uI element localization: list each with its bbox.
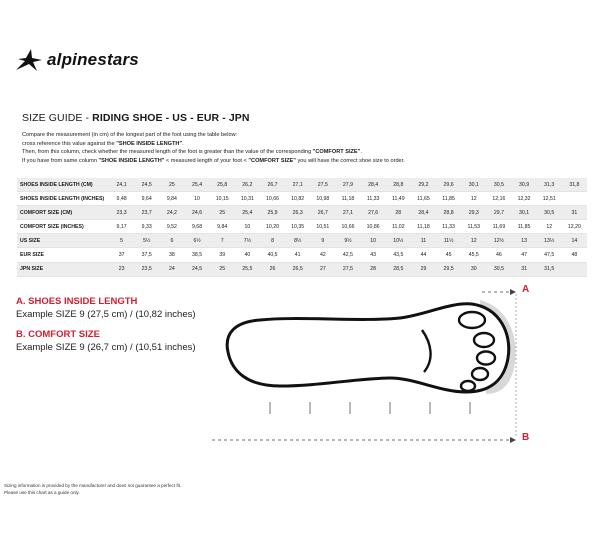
table-cell: 30,5 xyxy=(486,262,511,276)
table-cell: 24,5 xyxy=(134,178,159,192)
page-title xyxy=(22,112,250,124)
table-cell: 24,1 xyxy=(109,178,134,192)
table-cell: 9,84 xyxy=(210,220,235,234)
table-cell: 25,9 xyxy=(260,206,285,220)
table-cell: 27,1 xyxy=(335,206,360,220)
legend-a-heading: A. SHOES INSIDE LENGTH xyxy=(16,296,138,307)
table-cell: 9,52 xyxy=(159,220,184,234)
table-cell: 9½ xyxy=(335,234,360,248)
table-cell: 10,15 xyxy=(210,192,235,206)
table-cell: 10 xyxy=(361,234,386,248)
intro-line-4: If you have from same column "SHOE INSIDE LENGTH" < measured length of your foot < "COMFORT SIZE" you will have the correct shoe size to order. xyxy=(22,157,405,164)
table-cell: 6 xyxy=(159,234,184,248)
row-header: SHOES INSIDE LENGTH (CM) xyxy=(17,178,109,192)
table-cell: 5 xyxy=(109,234,134,248)
table-cell xyxy=(562,262,587,276)
table-cell: 13½ xyxy=(537,234,562,248)
table-cell: 30,1 xyxy=(461,178,486,192)
table-cell: 12,16 xyxy=(486,192,511,206)
table-cell: 28,5 xyxy=(386,262,411,276)
table-cell: 41 xyxy=(285,248,310,262)
table-cell: 23,5 xyxy=(134,262,159,276)
table-cell: 23 xyxy=(109,262,134,276)
table-cell: 43 xyxy=(361,248,386,262)
table-cell: 10 xyxy=(235,220,260,234)
table-row xyxy=(17,220,587,234)
row-header: COMFORT SIZE (INCHES) xyxy=(17,220,109,234)
table-cell: 43,5 xyxy=(386,248,411,262)
table-cell: 38 xyxy=(159,248,184,262)
row-header: SHOES INSIDE LENGTH (INCHES) xyxy=(17,192,109,206)
table-cell: 11,85 xyxy=(512,220,537,234)
table-row xyxy=(17,234,587,248)
table-cell: 42 xyxy=(310,248,335,262)
table-cell: 11,33 xyxy=(436,220,461,234)
table-cell: 11,69 xyxy=(486,220,511,234)
table-cell: 25 xyxy=(210,206,235,220)
table-cell: 6½ xyxy=(184,234,209,248)
table-cell: 10½ xyxy=(386,234,411,248)
table-cell: 30,5 xyxy=(486,178,511,192)
row-header: JPN SIZE xyxy=(17,262,109,276)
table-cell: 39 xyxy=(210,248,235,262)
table-cell: 11,49 xyxy=(386,192,411,206)
table-row xyxy=(17,248,587,262)
table-cell: 46 xyxy=(486,248,511,262)
intro-line-3: Then, from this column, check whether the measured length of the foot is greater than the value of the corresponding "COMFORT SIZE". xyxy=(22,149,362,155)
table-cell: 14 xyxy=(562,234,587,248)
table-cell: 10,82 xyxy=(285,192,310,206)
table-cell: 7½ xyxy=(235,234,260,248)
table-cell: 12 xyxy=(461,234,486,248)
table-cell: 29 xyxy=(411,262,436,276)
table-cell: 37,5 xyxy=(134,248,159,262)
table-cell: 30,1 xyxy=(512,206,537,220)
table-cell: 9,48 xyxy=(109,192,134,206)
table-cell: 10,66 xyxy=(335,220,360,234)
table-cell: 26,5 xyxy=(285,262,310,276)
table-cell: 24,2 xyxy=(159,206,184,220)
table-cell: 29,2 xyxy=(411,178,436,192)
brand-wordmark: alpinestars xyxy=(47,50,139,69)
table-cell: 11,65 xyxy=(411,192,436,206)
table-cell: 28,8 xyxy=(436,206,461,220)
table-cell: 45 xyxy=(436,248,461,262)
table-cell: 37 xyxy=(109,248,134,262)
table-cell: 25 xyxy=(159,178,184,192)
table-cell: 25 xyxy=(210,262,235,276)
table-cell: 11 xyxy=(411,234,436,248)
table-cell: 11,18 xyxy=(411,220,436,234)
table-cell: 10,86 xyxy=(361,220,386,234)
table-cell: 25,4 xyxy=(184,178,209,192)
table-cell: 9,84 xyxy=(159,192,184,206)
table-cell: 11,02 xyxy=(386,220,411,234)
table-cell: 40 xyxy=(235,248,260,262)
table-cell: 11,85 xyxy=(436,192,461,206)
table-cell: 28 xyxy=(361,262,386,276)
intro-text xyxy=(22,131,582,165)
arrow-b-icon xyxy=(510,437,516,443)
table-cell: 10,31 xyxy=(235,192,260,206)
table-cell: 29,7 xyxy=(486,206,511,220)
legend-a-example: Example SIZE 9 (27,5 cm) / (10,82 inches) xyxy=(16,309,196,320)
table-cell: 11,33 xyxy=(361,192,386,206)
table-cell: 25,5 xyxy=(235,262,260,276)
table-cell: 27 xyxy=(310,262,335,276)
table-cell: 38,5 xyxy=(184,248,209,262)
table-cell: 9 xyxy=(310,234,335,248)
table-cell: 9,33 xyxy=(134,220,159,234)
table-cell: 10,51 xyxy=(310,220,335,234)
table-cell: 30,9 xyxy=(512,178,537,192)
table-cell: 31 xyxy=(512,262,537,276)
table-cell: 31,3 xyxy=(537,178,562,192)
foot-diagram xyxy=(210,282,550,467)
row-header: EUR SIZE xyxy=(17,248,109,262)
table-cell: 8 xyxy=(260,234,285,248)
table-cell: 10 xyxy=(184,192,209,206)
table-cell: 27,6 xyxy=(361,206,386,220)
table-cell: 24 xyxy=(159,262,184,276)
table-cell: 12 xyxy=(537,220,562,234)
table-cell: 28,4 xyxy=(361,178,386,192)
arrow-a-icon xyxy=(510,289,516,295)
alpinestars-star-icon xyxy=(14,48,44,72)
row-header: US SIZE xyxy=(17,234,109,248)
table-cell: 42,5 xyxy=(335,248,360,262)
table-cell: 12,51 xyxy=(537,192,562,206)
table-cell: 44 xyxy=(411,248,436,262)
table-cell: 31,5 xyxy=(537,262,562,276)
table-cell: 27,9 xyxy=(335,178,360,192)
table-cell: 12,20 xyxy=(562,220,587,234)
brand-logo xyxy=(14,48,139,72)
legend-b-example: Example SIZE 9 (26,7 cm) / (10,51 inches) xyxy=(16,342,196,353)
table-cell: 26,3 xyxy=(285,206,310,220)
table-cell: 48 xyxy=(562,248,587,262)
foot-outline-svg xyxy=(210,282,550,462)
table-cell: 11,18 xyxy=(335,192,360,206)
table-cell: 9,68 xyxy=(184,220,209,234)
table-cell: 11,53 xyxy=(461,220,486,234)
table-cell: 7 xyxy=(210,234,235,248)
table-cell: 29,6 xyxy=(436,178,461,192)
title-prefix: SIZE GUIDE - xyxy=(22,112,93,124)
intro-line-1: Compare the measurement (in cm) of the longest part of the foot using the table below: xyxy=(22,132,238,138)
legend-b xyxy=(16,329,196,353)
table-cell: 31,8 xyxy=(562,178,587,192)
legend-a xyxy=(16,296,196,320)
table-cell: 40,5 xyxy=(260,248,285,262)
table-cell: 10,35 xyxy=(285,220,310,234)
table-cell: 25,4 xyxy=(235,206,260,220)
table-cell: 45,5 xyxy=(461,248,486,262)
table-cell: 29,5 xyxy=(436,262,461,276)
title-main: RIDING SHOE - US - EUR - JPN xyxy=(92,112,250,124)
figure-label-a: A xyxy=(522,284,530,295)
table-cell: 11½ xyxy=(436,234,461,248)
legend-b-heading: B. COMFORT SIZE xyxy=(16,329,100,340)
table-cell: 26 xyxy=(260,262,285,276)
table-cell: 24,5 xyxy=(184,262,209,276)
disclaimer xyxy=(4,482,181,496)
size-table xyxy=(17,178,587,277)
table-cell: 28,4 xyxy=(411,206,436,220)
table-cell: 26,7 xyxy=(260,178,285,192)
foot-outline xyxy=(227,304,509,392)
table-cell: 23,7 xyxy=(134,206,159,220)
table-cell: 47,5 xyxy=(537,248,562,262)
table-cell: 9,64 xyxy=(134,192,159,206)
table-cell: 26,7 xyxy=(310,206,335,220)
table-row xyxy=(17,262,587,276)
figure-label-b: B xyxy=(522,432,530,443)
table-cell: 28 xyxy=(386,206,411,220)
table-cell: 12,32 xyxy=(512,192,537,206)
table-cell: 10,66 xyxy=(260,192,285,206)
table-cell: 47 xyxy=(512,248,537,262)
table-cell: 27,1 xyxy=(285,178,310,192)
table-cell: 27,5 xyxy=(335,262,360,276)
table-cell: 10,98 xyxy=(310,192,335,206)
row-header: COMFORT SIZE (CM) xyxy=(17,206,109,220)
table-cell: 13 xyxy=(512,234,537,248)
table-cell: 8½ xyxy=(285,234,310,248)
table-cell: 12½ xyxy=(486,234,511,248)
table-cell: 30,5 xyxy=(537,206,562,220)
disclaimer-line-2: Please use this chart as a guide only. xyxy=(4,490,80,495)
table-cell: 5½ xyxy=(134,234,159,248)
table-cell: 29,3 xyxy=(461,206,486,220)
table-cell: 31 xyxy=(562,206,587,220)
table-cell: 9,17 xyxy=(109,220,134,234)
table-cell: 26,2 xyxy=(235,178,260,192)
table-cell xyxy=(562,192,587,206)
table-cell: 10,20 xyxy=(260,220,285,234)
table-row xyxy=(17,192,587,206)
table-cell: 25,8 xyxy=(210,178,235,192)
table-cell: 23,3 xyxy=(109,206,134,220)
intro-line-2: cross reference this value against the "SHOE INSIDE LENGTH". xyxy=(22,140,184,147)
table-cell: 28,8 xyxy=(386,178,411,192)
table-cell: 12 xyxy=(461,192,486,206)
table-row xyxy=(17,206,587,220)
disclaimer-line-1: Sizing information is provided by the manufacturer and does not guarantee a perfect fit. xyxy=(4,483,182,488)
table-row xyxy=(17,178,587,192)
table-cell: 30 xyxy=(461,262,486,276)
table-cell: 24,6 xyxy=(184,206,209,220)
table-cell: 27,5 xyxy=(310,178,335,192)
